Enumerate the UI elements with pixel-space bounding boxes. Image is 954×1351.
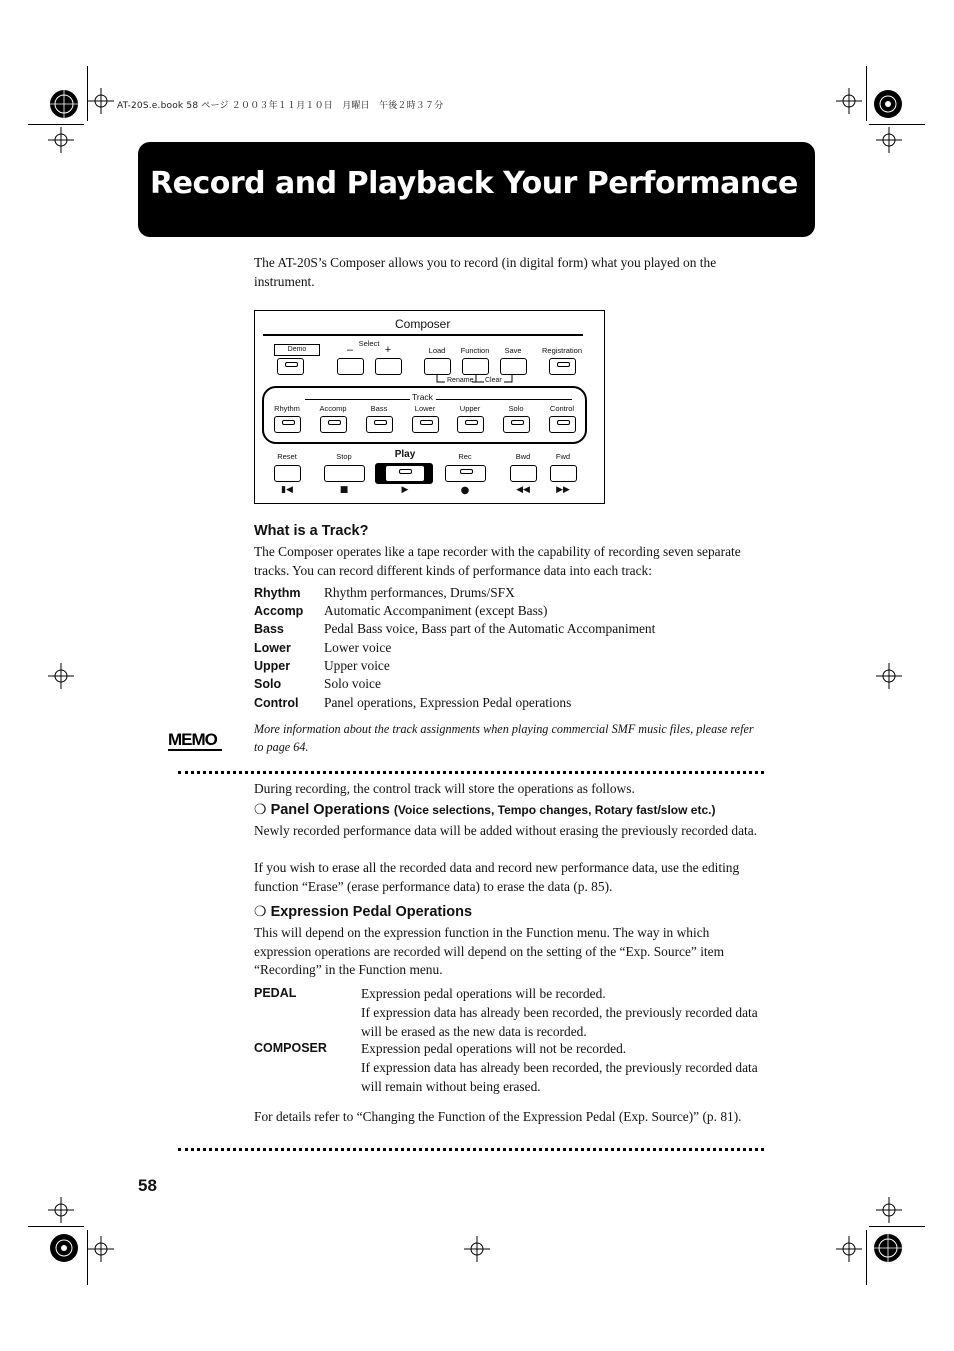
demo-button <box>277 358 304 375</box>
demo-led <box>285 362 298 367</box>
stop-label: Stop <box>336 452 352 461</box>
play-led <box>399 469 412 474</box>
option-line: Expression pedal operations will be recorded. <box>361 986 606 1001</box>
track-label-lower: Lower <box>414 404 436 413</box>
crosshair-mark-icon <box>88 1236 114 1262</box>
track-button-accomp <box>320 416 347 433</box>
bullet-icon: ❍ <box>254 801 267 817</box>
print-header-note: AT-20S.e.book 58 ページ ２００３年１１月１０日 月曜日 午後２時３７分 <box>117 101 444 111</box>
registration-led <box>557 362 570 367</box>
track-label-solo: Solo <box>508 404 524 413</box>
fwd-button <box>550 465 577 482</box>
panel-operations-heading <box>254 801 715 819</box>
reset-button <box>274 465 301 482</box>
option-detail: If expression data has already been recorded, the previously recorded data will remain without being erased. <box>361 1060 758 1094</box>
track-led <box>420 420 433 425</box>
rec-button <box>445 465 486 482</box>
bwd-button <box>510 465 537 482</box>
track-button-solo <box>503 416 530 433</box>
option-detail: If expression data has already been recorded, the previously recorded data will be erased as the new data is recorded. <box>361 1005 758 1039</box>
track-label-bass: Bass <box>370 404 388 413</box>
bwd-label: Bwd <box>515 452 531 461</box>
reset-label: Reset <box>277 452 297 461</box>
option-term-pedal: PEDAL <box>254 986 297 1000</box>
track-term: Solo <box>254 677 282 691</box>
track-button-bass <box>366 416 393 433</box>
track-description: Panel operations, Expression Pedal operations <box>324 695 572 710</box>
play-button <box>385 465 425 482</box>
track-rule-right <box>436 399 572 400</box>
track-description: Automatic Accompaniment (except Bass) <box>324 603 548 618</box>
track-term: Lower <box>254 641 291 655</box>
play-icon: ▶ <box>401 485 409 495</box>
track-led <box>465 420 478 425</box>
registration-mark-icon <box>872 88 904 120</box>
rec-icon: ● <box>460 485 470 496</box>
fwd-label: Fwd <box>555 452 571 461</box>
track-led <box>282 420 295 425</box>
track-label-upper: Upper <box>459 404 481 413</box>
crosshair-mark-icon <box>48 663 74 689</box>
panel-operations-subtitle: (Voice selections, Tempo changes, Rotary fast/slow etc.) <box>393 803 716 817</box>
track-description: Lower voice <box>324 640 392 655</box>
track-description: Rhythm performances, Drums/SFX <box>324 585 515 600</box>
track-intro-paragraph: The Composer operates like a tape recorder with the capability of recording seven separate tracks. You can record different kinds of performance data into each track: <box>254 544 741 578</box>
track-rule-left <box>305 399 410 400</box>
select-label: Select <box>358 339 380 348</box>
expression-heading-title: Expression Pedal Operations <box>270 904 473 920</box>
track-term: Control <box>254 696 299 710</box>
stop-icon: ■ <box>339 485 349 495</box>
track-description: Solo voice <box>324 676 381 691</box>
panel-operations-text: Newly recorded performance data will be added without erasing the previously recorded data. <box>254 823 758 838</box>
crosshair-mark-icon <box>876 1197 902 1223</box>
select-minus-button <box>337 358 364 375</box>
panel-operations-title: Panel Operations <box>270 802 390 818</box>
track-label-rhythm: Rhythm <box>274 404 300 413</box>
crosshair-mark-icon <box>48 1197 74 1223</box>
details-reference-text: For details refer to “Changing the Function of the Expression Pedal (Exp. Source)” (p. 81). <box>254 1109 742 1124</box>
bullet-icon: ❍ <box>254 903 267 919</box>
intro-paragraph: The AT-20S’s Composer allows you to record (in digital form) what you played on the instrument. <box>254 255 717 289</box>
clear-label: Clear <box>485 377 502 384</box>
load-label: Load <box>428 346 446 355</box>
option-line: Expression pedal operations will not be recorded. <box>361 1041 627 1056</box>
select-minus-label: – <box>346 344 354 356</box>
rec-label: Rec <box>458 452 472 461</box>
dotted-divider <box>178 1148 764 1151</box>
demo-label: Demo <box>274 344 320 356</box>
registration-label: Registration <box>541 346 583 355</box>
registration-mark-icon <box>48 88 80 120</box>
track-button-upper <box>457 416 484 433</box>
control-intro-paragraph: During recording, the control track will store the operations as follows. <box>254 781 635 796</box>
track-button-rhythm <box>274 416 301 433</box>
crosshair-mark-icon <box>464 1236 490 1262</box>
rewind-icon: ◀◀ <box>516 485 530 495</box>
track-led <box>328 420 341 425</box>
registration-mark-icon <box>872 1232 904 1264</box>
track-led <box>511 420 524 425</box>
track-description: Pedal Bass voice, Bass part of the Automatic Accompaniment <box>324 621 656 636</box>
crosshair-mark-icon <box>876 663 902 689</box>
memo-text: More information about the track assignments when playing commercial SMF music files, please refer to page 64. <box>254 722 754 754</box>
composer-panel-title: Composer <box>395 317 451 331</box>
crosshair-mark-icon <box>836 1236 862 1262</box>
registration-button <box>549 358 576 375</box>
track-label-control: Control <box>549 404 575 413</box>
panel-operations-erase-text: If you wish to erase all the recorded data and record new performance data, use the editing function “Erase” (erase performance data) to erase the data (p. 85). <box>254 860 740 894</box>
track-led <box>374 420 387 425</box>
reset-icon: ▮◀ <box>281 485 293 495</box>
crosshair-mark-icon <box>88 88 114 114</box>
play-label: Play <box>394 449 416 460</box>
load-button <box>424 358 451 375</box>
track-term: Upper <box>254 659 291 673</box>
registration-mark-icon <box>48 1232 80 1264</box>
crosshair-mark-icon <box>876 127 902 153</box>
track-led <box>557 420 570 425</box>
track-button-control <box>549 416 576 433</box>
expression-heading <box>254 903 472 921</box>
memo-icon <box>168 727 224 753</box>
option-term-composer: COMPOSER <box>254 1041 327 1055</box>
section-heading-track: What is a Track? <box>254 523 369 539</box>
stop-button <box>324 465 365 482</box>
panel-title-rule <box>263 334 583 336</box>
track-term: Rhythm <box>254 586 301 600</box>
composer-panel-illustration <box>254 310 605 504</box>
memo-underline <box>168 749 222 751</box>
memo-label: MEMO <box>168 730 217 749</box>
page-number: 58 <box>138 1176 157 1195</box>
rec-led <box>460 469 473 474</box>
track-description: Upper voice <box>324 658 390 673</box>
save-button <box>500 358 527 375</box>
track-term: Bass <box>254 622 284 636</box>
crosshair-mark-icon <box>48 127 74 153</box>
page-title: Record and Playback Your Performance <box>150 166 798 201</box>
function-button <box>462 358 489 375</box>
expression-text: This will depend on the expression function in the Function menu. The way in which expression operations are recorded will depend on the setting of the “Exp. Source” item “Recording” in the Function menu. <box>254 925 725 977</box>
save-label: Save <box>504 346 522 355</box>
select-plus-button <box>375 358 402 375</box>
function-label: Function <box>460 346 490 355</box>
track-button-lower <box>412 416 439 433</box>
track-label: Track <box>412 392 433 402</box>
track-label-accomp: Accomp <box>319 404 347 413</box>
crosshair-mark-icon <box>836 88 862 114</box>
rename-label: Rename <box>447 377 474 384</box>
track-term: Accomp <box>254 604 304 618</box>
dotted-divider <box>178 771 764 774</box>
fast-forward-icon: ▶▶ <box>556 485 570 495</box>
select-plus-label: + <box>384 344 392 356</box>
